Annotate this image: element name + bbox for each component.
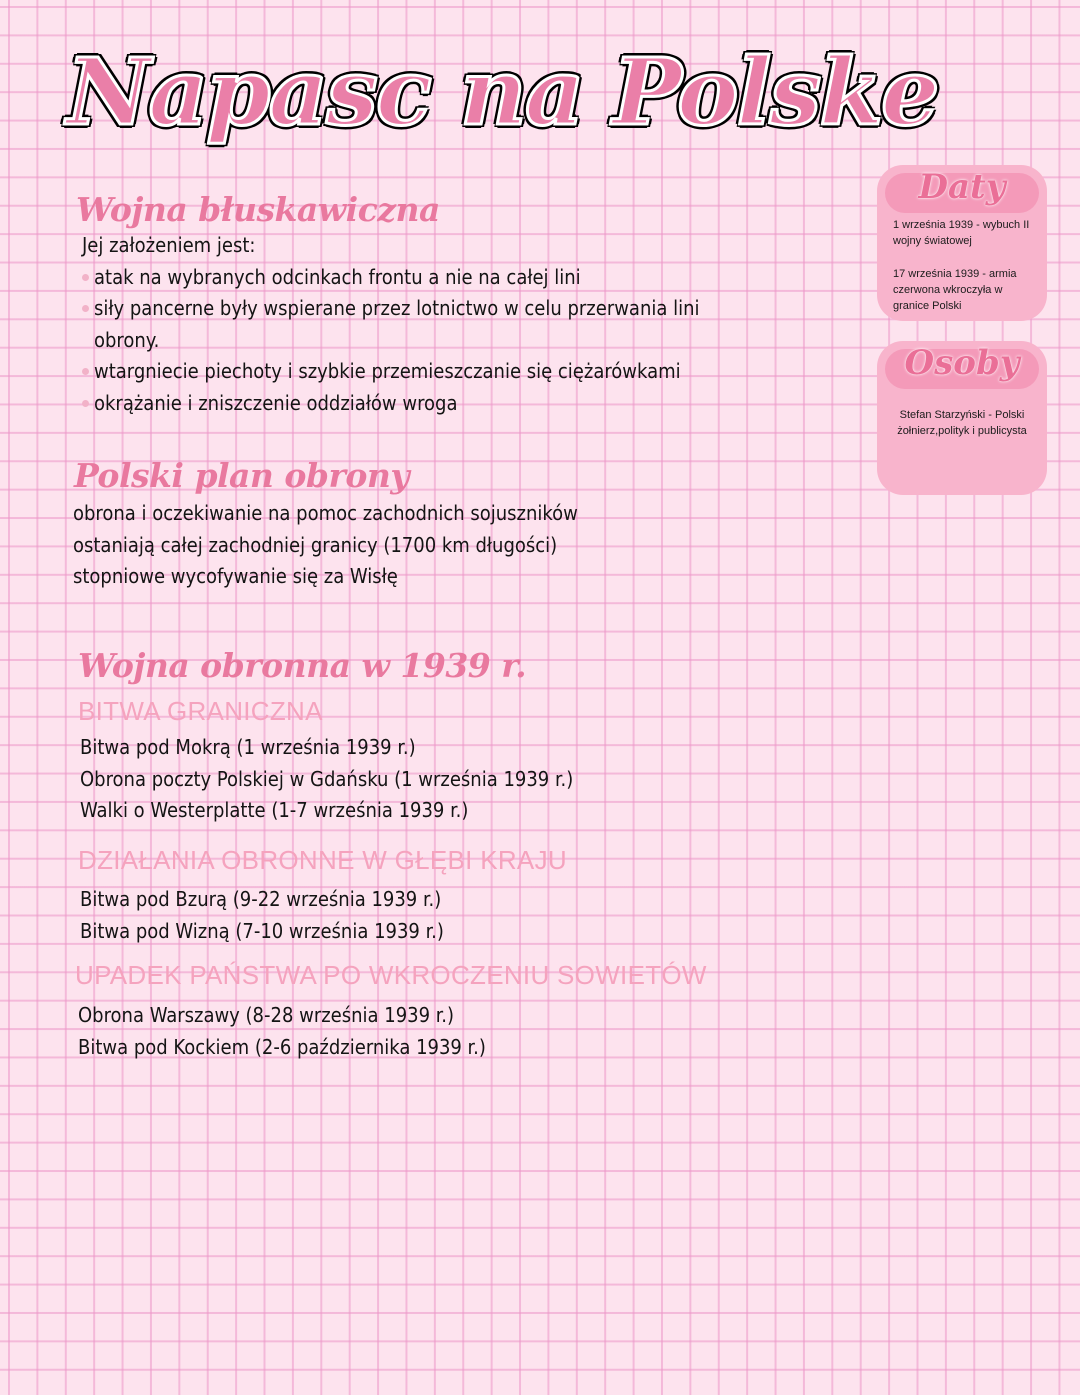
- plan-section: [73, 498, 633, 593]
- war-heading: Wojna obronna w 1939 r.: [78, 646, 527, 685]
- plan-line: ostaniają całej zachodniej granicy (1700 km długości): [73, 532, 558, 557]
- blitz-bullet-continuation: obrony.: [94, 327, 160, 352]
- blitz-bullet: wtargniecie piechoty i szybkie przemieszczanie się ciężarówkami: [82, 356, 742, 388]
- list-item: Obrona poczty Polskiej w Gdańsku (1 września 1939 r.): [80, 766, 574, 791]
- blitz-intro: Jej założeniem jest:: [82, 233, 256, 257]
- list-item: Walki o Westerplatte (1-7 września 1939 r.): [80, 798, 469, 823]
- bullet-dot-icon: [82, 305, 89, 312]
- people-entry: Stefan Starzyński - Polski żołnierz,polityk i publicysta: [897, 409, 1027, 437]
- dates-card: [877, 165, 1047, 321]
- section-title: DZIAŁANIA OBRONNE W GŁĘBI KRAJU: [78, 845, 567, 875]
- list-item: Bitwa pod Bzurą (9-22 września 1939 r.): [80, 887, 442, 911]
- list-item: Bitwa pod Wizną (7-10 września 1939 r.): [80, 918, 444, 943]
- blitz-heading: Wojna błuskawiczna: [76, 190, 440, 229]
- bullet-dot-icon: [82, 400, 89, 407]
- dates-entry: 17 września 1939 - armia czerwona wkroczyła w granice Polski: [893, 268, 1017, 312]
- plan-heading: Polski plan obrony: [74, 456, 410, 495]
- dates-entry: 1 września 1939 - wybuch II wojny światowej: [893, 219, 1030, 247]
- page-title: Napasc na Polske: [66, 38, 938, 146]
- dates-card-title: Daty: [918, 167, 1006, 207]
- plan-line: stopniowe wycofywanie się za Wisłę: [73, 564, 398, 589]
- section-title: BITWA GRANICZNA: [78, 696, 323, 726]
- blitz-bullet: siły pancerne były wspierane przez lotnictwo w celu przerwania lini: [82, 293, 742, 325]
- blitz-bullet: atak na wybranych odcinkach frontu a nie na całej lini: [82, 262, 742, 294]
- war-section-list: [78, 1000, 638, 1063]
- bullet-dot-icon: [82, 274, 89, 281]
- list-item: Bitwa pod Kockiem (2-6 października 1939 r.): [78, 1034, 486, 1059]
- bullet-dot-icon: [82, 368, 89, 375]
- list-item: Bitwa pod Mokrą (1 września 1939 r.): [80, 735, 416, 759]
- war-section-list: [80, 884, 640, 947]
- section-title: UPADEK PAŃSTWA PO WKROCZENIU SOWIETÓW: [75, 960, 707, 990]
- war-section-list: [80, 732, 640, 827]
- plan-line: obrona i oczekiwanie na pomoc zachodnich sojuszników: [73, 501, 578, 525]
- people-card: [877, 341, 1047, 495]
- blitz-section: [82, 230, 742, 420]
- list-item: Obrona Warszawy (8-28 września 1939 r.): [78, 1003, 455, 1027]
- blitz-bullet: okrążanie i zniszczenie oddziałów wroga: [82, 388, 742, 420]
- people-card-title: Osoby: [904, 343, 1020, 383]
